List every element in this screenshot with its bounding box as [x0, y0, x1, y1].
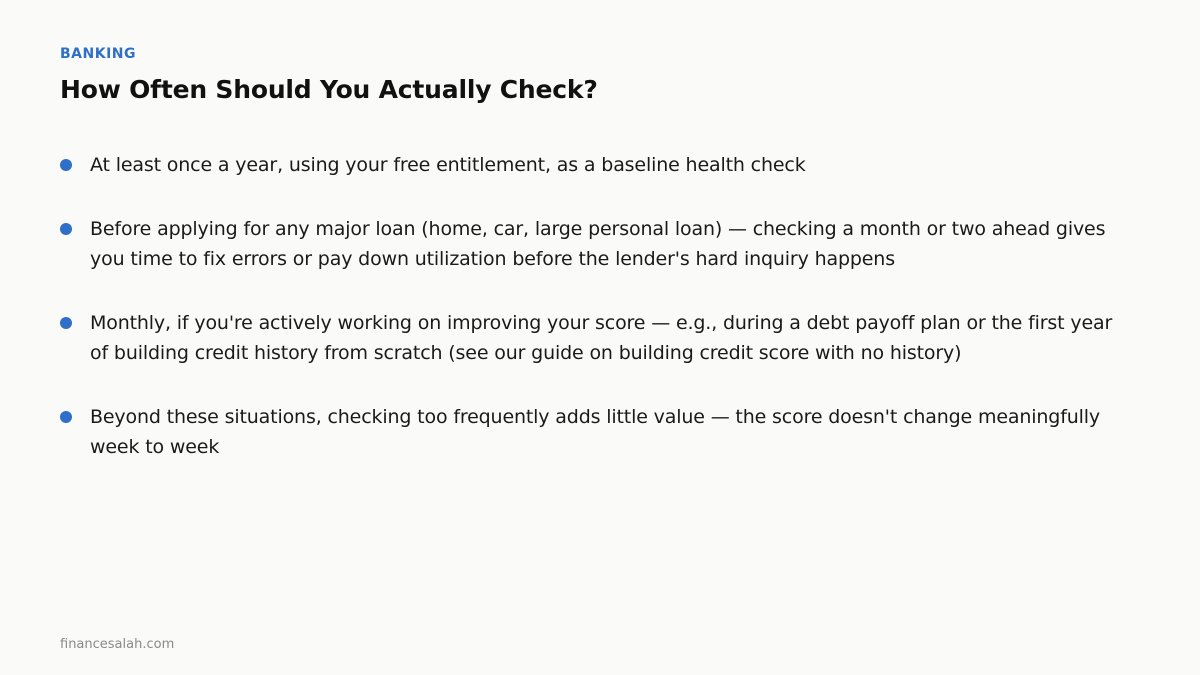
bullet-dot-icon: [60, 411, 72, 423]
bullet-text: Beyond these situations, checking too frequently adds little value — the score doesn't change meaningfully week to week: [90, 406, 1100, 458]
bullet-item: [60, 308, 1120, 368]
bullet-dot-icon: [60, 317, 72, 329]
page-title: How Often Should You Actually Check?: [60, 75, 598, 104]
category-label: BANKING: [60, 46, 136, 62]
bullet-dot-icon: [60, 223, 72, 235]
bullet-item: [60, 402, 1120, 462]
bullet-text: Monthly, if you're actively working on improving your score — e.g., during a debt payoff plan or the first year of building credit history from scratch (see our guide on building credit score with no history): [90, 312, 1113, 364]
bullet-dot-icon: [60, 159, 72, 171]
footer-site-link[interactable]: financesalah.com: [60, 637, 175, 652]
bullet-text: At least once a year, using your free entitlement, as a baseline health check: [90, 154, 806, 176]
bullet-text: Before applying for any major loan (home, car, large personal loan) — checking a month or two ahead gives you time to fix errors or pay down utilization before the lender's hard inquiry happens: [90, 218, 1106, 270]
bullet-list: [60, 150, 1120, 496]
bullet-item: [60, 214, 1120, 274]
bullet-item: [60, 150, 1120, 180]
